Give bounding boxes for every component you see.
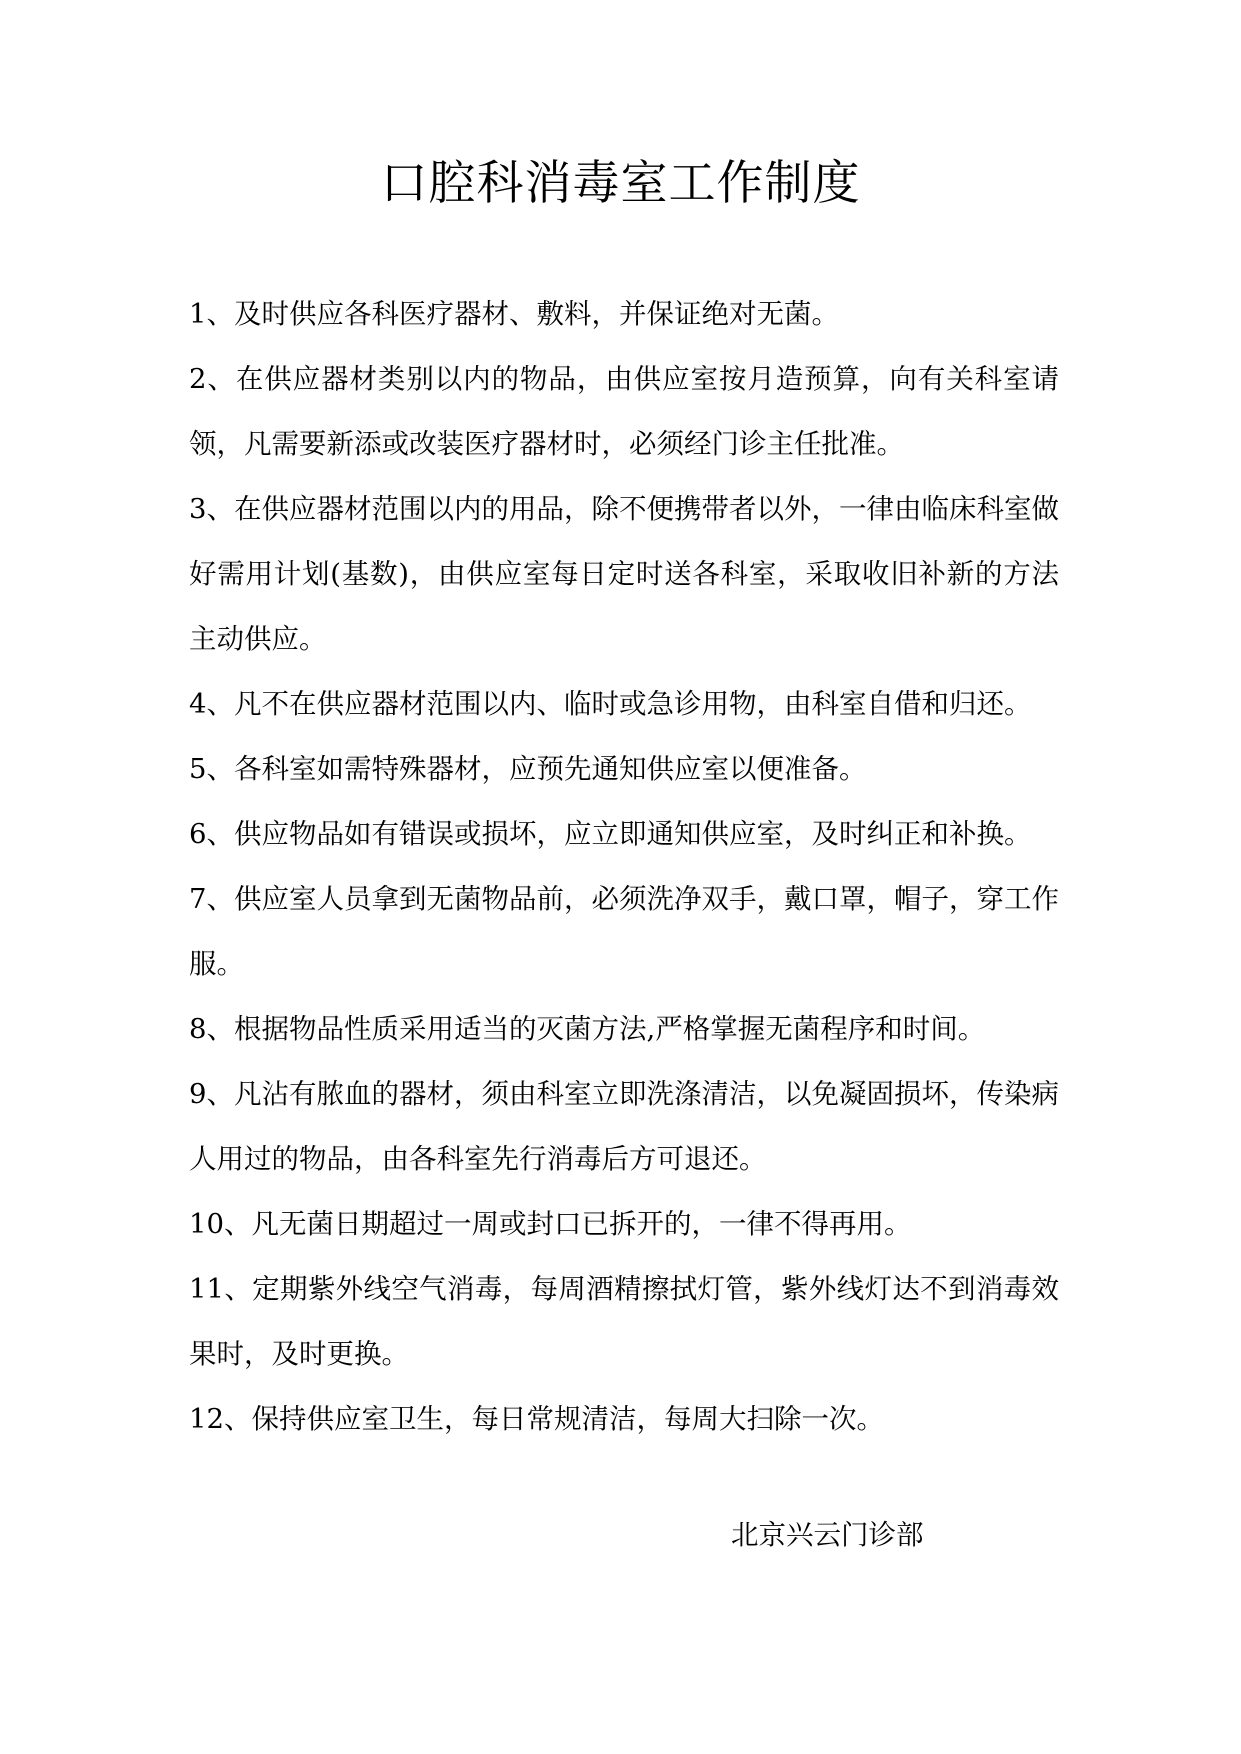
rule-item-10: 10、凡无菌日期超过一周或封口已拆开的，一律不得再用。 (189, 1208, 912, 1240)
rule-item-4: 4、凡不在供应器材范围以内、临时或急诊用物，由科室自借和归还。 (189, 688, 1032, 720)
rule-item-2: 2、在供应器材类别以内的物品，由供应室按月造预算，向有关科室请领，凡需要新添或改装医疗器材时，必须经门诊主任批准。 (189, 363, 1059, 460)
rule-item-1: 1、及时供应各科医疗器材、敷料，并保证绝对无菌。 (189, 298, 839, 330)
rule-item-7: 7、供应室人员拿到无菌物品前，必须洗净双手，戴口罩，帽子，穿工作服。 (189, 883, 1059, 980)
rule-item-9: 9、凡沾有脓血的器材，须由科室立即洗涤清洁，以免凝固损坏，传染病人用过的物品，由各科室先行消毒后方可退还。 (189, 1078, 1059, 1175)
rule-item-12: 12、保持供应室卫生，每日常规清洁，每周大扫除一次。 (189, 1403, 884, 1435)
rule-item-3: 3、在供应器材范围以内的用品，除不便携带者以外，一律由临床科室做好需用计划(基数)，由供应室每日定时送各科室，采取收旧补新的方法主动供应。 (189, 493, 1059, 655)
document-title: 口腔科消毒室工作制度 (380, 156, 861, 211)
rule-item-5: 5、各科室如需特殊器材，应预先通知供应室以便准备。 (189, 753, 867, 785)
signature-organization: 北京兴云门诊部 (731, 1519, 924, 1551)
rules-list (189, 282, 1059, 1452)
rule-item-8: 8、根据物品性质采用适当的灭菌方法,严格掌握无菌程序和时间。 (189, 1013, 986, 1045)
rule-item-11: 11、定期紫外线空气消毒，每周酒精擦拭灯管，紫外线灯达不到消毒效果时，及时更换。 (189, 1273, 1059, 1370)
rule-item-6: 6、供应物品如有错误或损坏，应立即通知供应室，及时纠正和补换。 (189, 818, 1032, 850)
